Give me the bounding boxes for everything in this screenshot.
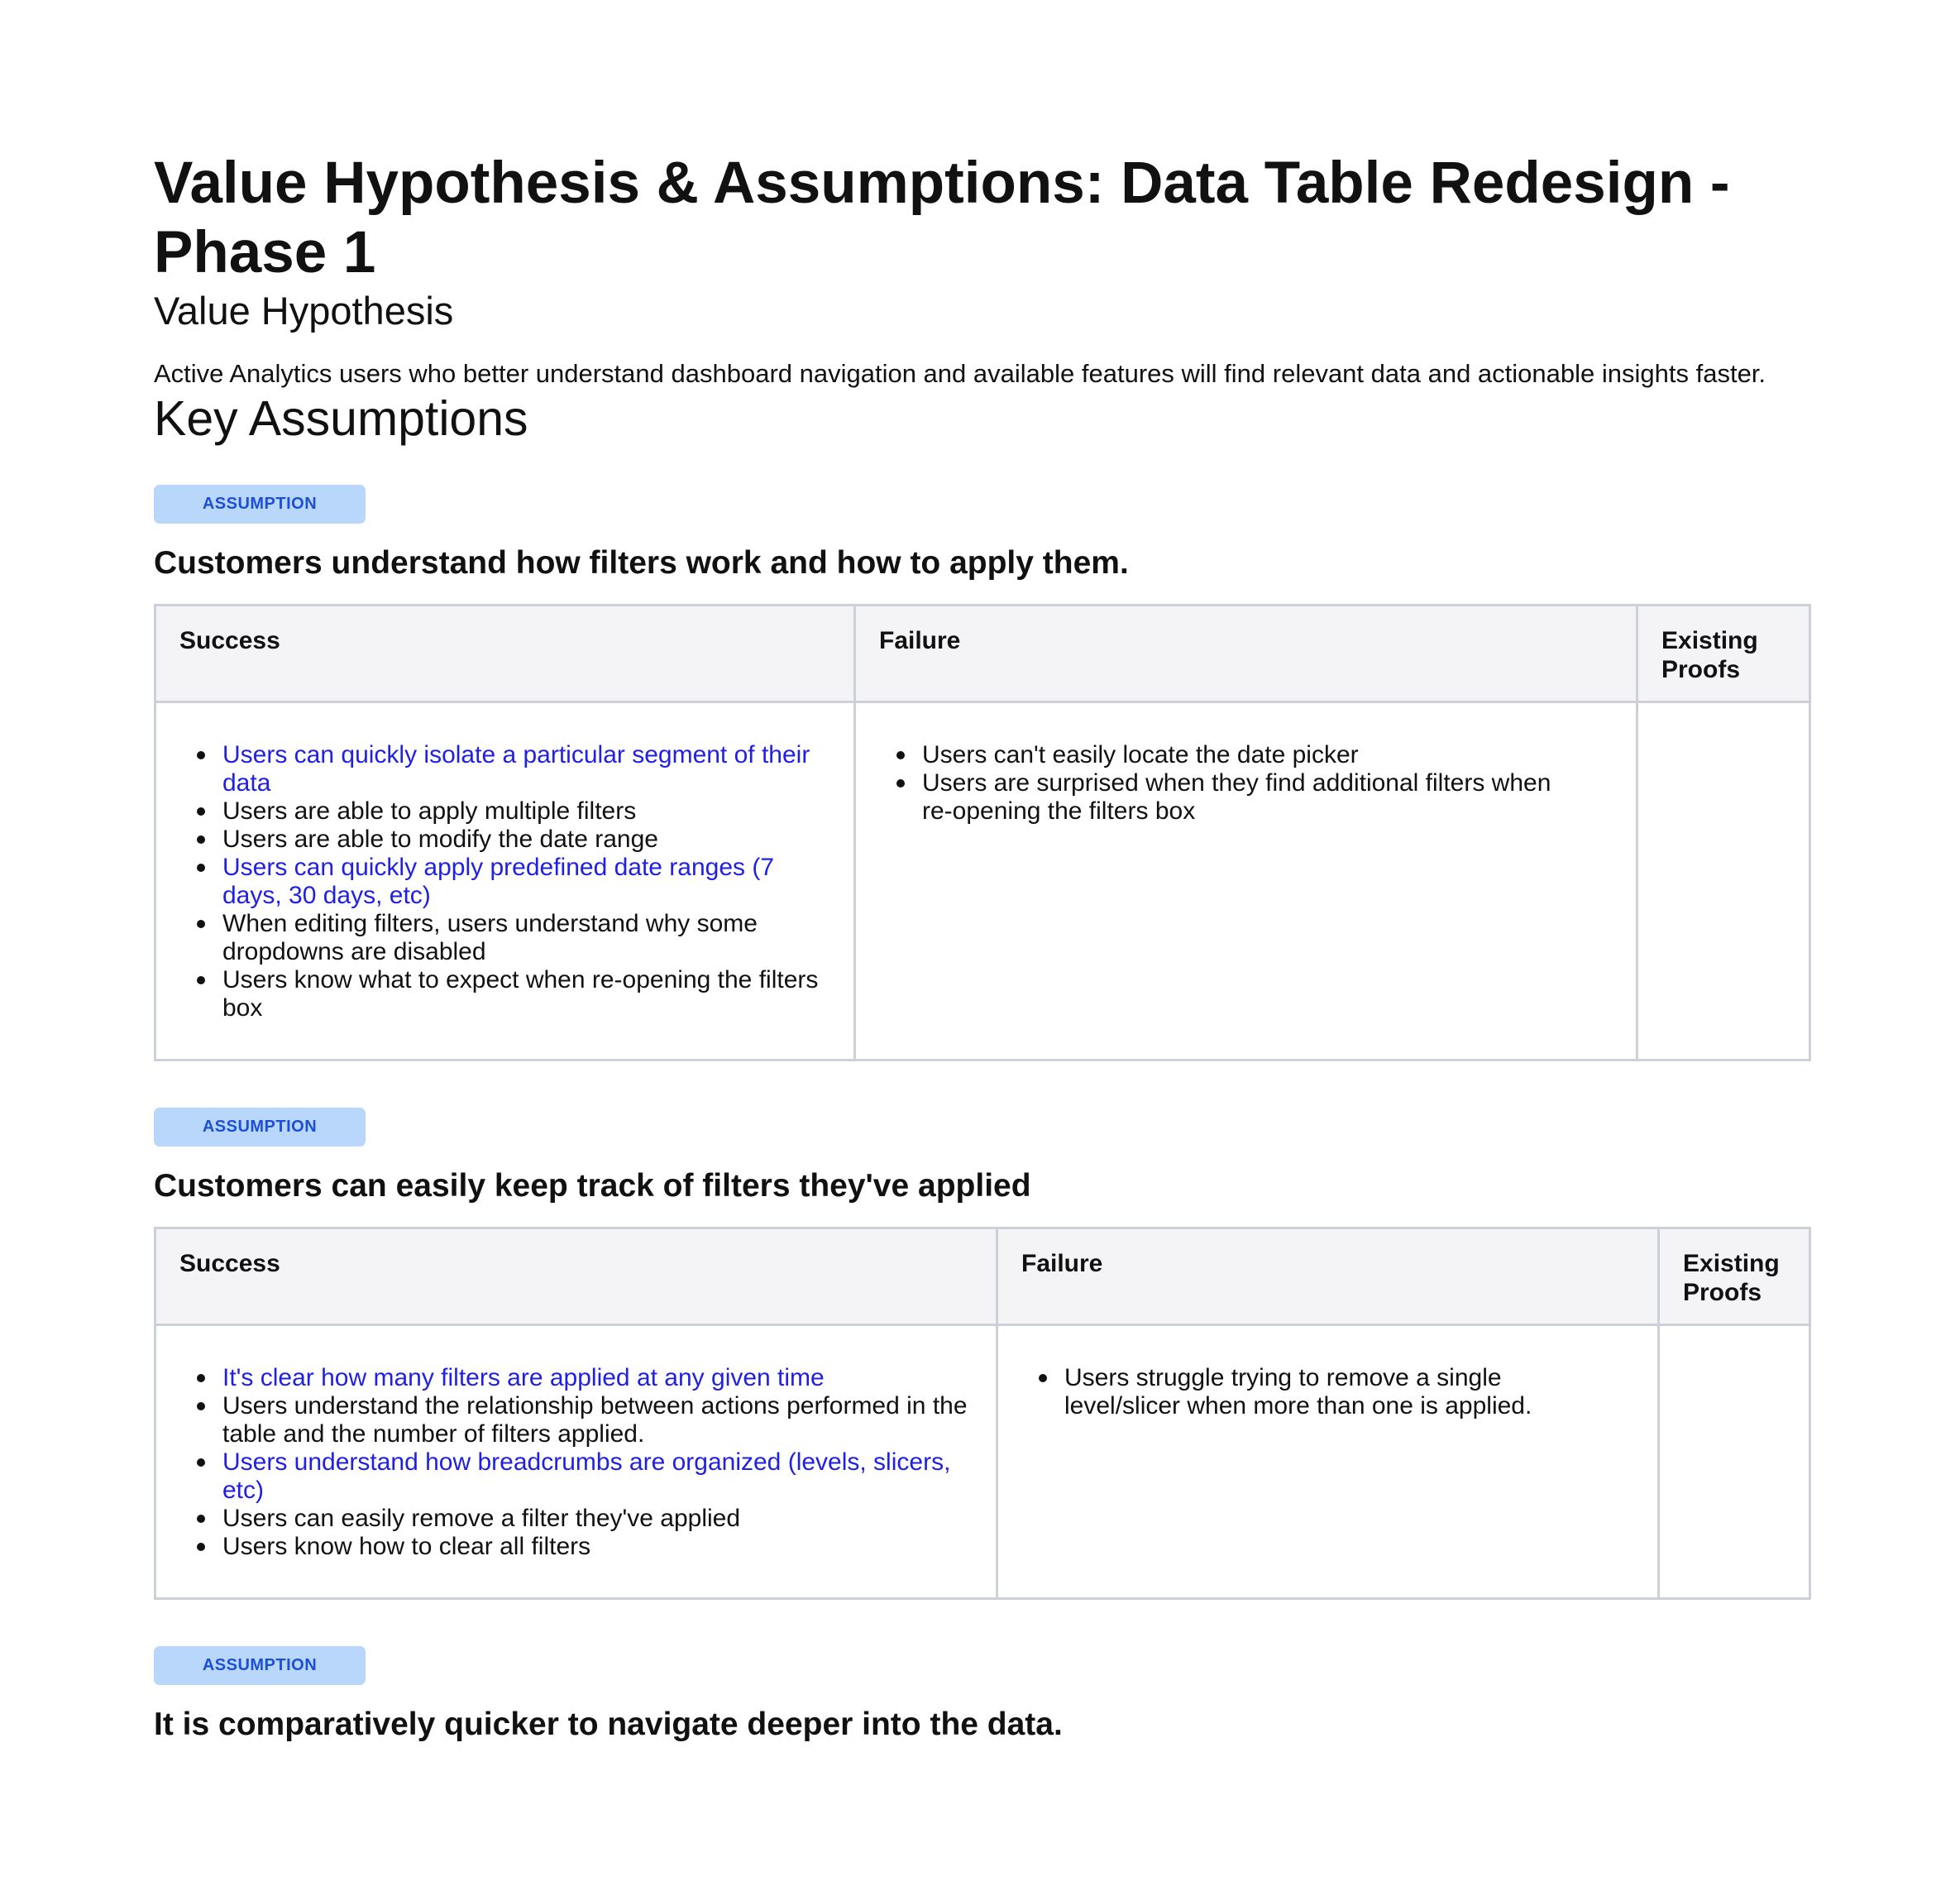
list-item: Users are able to modify the date range: [222, 826, 830, 854]
success-column-header: Success: [155, 1228, 997, 1325]
assumption-badge: ASSUMPTION: [154, 1108, 366, 1147]
list-item: It's clear how many filters are applied at any given time: [222, 1364, 973, 1392]
assumption-block-1: [154, 447, 1807, 1061]
assumption-badge: ASSUMPTION: [154, 485, 366, 524]
assumption-block-2: [154, 1061, 1807, 1600]
list-item: Users understand how breadcrumbs are organized (levels, slicers, etc): [222, 1448, 973, 1505]
value-hypothesis-heading: Value Hypothesis: [154, 289, 454, 333]
table-header-row: [155, 606, 1810, 702]
table-row: [155, 1325, 1810, 1599]
list-item: Users are surprised when they find additional filters when re-opening the filters box: [922, 769, 1580, 826]
existing-proofs-cell: [1637, 702, 1810, 1060]
list-item: Users can quickly isolate a particular segment of their data: [222, 741, 830, 797]
assumption-title: Customers understand how filters work and how to apply them.: [154, 545, 1129, 581]
table-header-row: [155, 1228, 1810, 1325]
list-item: Users are able to apply multiple filters: [222, 797, 830, 826]
assumption-badge: ASSUMPTION: [154, 1646, 366, 1685]
list-item: Users can quickly apply predefined date ranges (7 days, 30 days, etc): [222, 854, 830, 910]
list-item: Users can't easily locate the date picker: [922, 741, 1580, 769]
list-item: Users can easily remove a filter they've applied: [222, 1505, 973, 1533]
existing-proofs-cell: [1659, 1325, 1810, 1599]
success-list: [179, 741, 830, 1022]
success-list: [179, 1364, 973, 1561]
assumption-title: It is comparatively quicker to navigate deeper into the data.: [154, 1707, 1063, 1742]
success-cell: [155, 702, 855, 1060]
success-column-header: Success: [155, 606, 855, 702]
page-title: Value Hypothesis & Assumptions: Data Table Redesign - Phase 1: [154, 151, 1730, 285]
list-item: When editing filters, users understand why some dropdowns are disabled: [222, 910, 830, 966]
failure-cell: [855, 702, 1637, 1060]
assumption-block-3: [154, 1600, 1807, 1745]
failure-column-header: Failure: [997, 1228, 1659, 1325]
success-cell: [155, 1325, 997, 1599]
failure-list: [1021, 1364, 1634, 1420]
document-page: [154, 149, 1807, 1745]
list-item: Users know what to expect when re-opening the filters box: [222, 966, 830, 1022]
assumption-table: [154, 604, 1811, 1061]
assumption-title: Customers can easily keep track of filters they've applied: [154, 1168, 1031, 1204]
table-row: [155, 702, 1810, 1060]
failure-list: [879, 741, 1613, 826]
failure-cell: [997, 1325, 1659, 1599]
list-item: Users know how to clear all filters: [222, 1533, 973, 1561]
existing-proofs-column-header: Existing Proofs: [1659, 1228, 1810, 1325]
list-item: Users understand the relationship between actions performed in the table and the number of filters applied.: [222, 1392, 973, 1448]
key-assumptions-heading: Key Assumptions: [154, 391, 528, 446]
list-item: Users struggle trying to remove a single level/slicer when more than one is applied.: [1064, 1364, 1618, 1420]
value-hypothesis-text: Active Analytics users who better understand dashboard navigation and available features will find relevant data and actionable insights faster.: [154, 359, 1766, 388]
failure-column-header: Failure: [855, 606, 1637, 702]
existing-proofs-column-header: Existing Proofs: [1637, 606, 1810, 702]
assumption-table: [154, 1227, 1811, 1600]
